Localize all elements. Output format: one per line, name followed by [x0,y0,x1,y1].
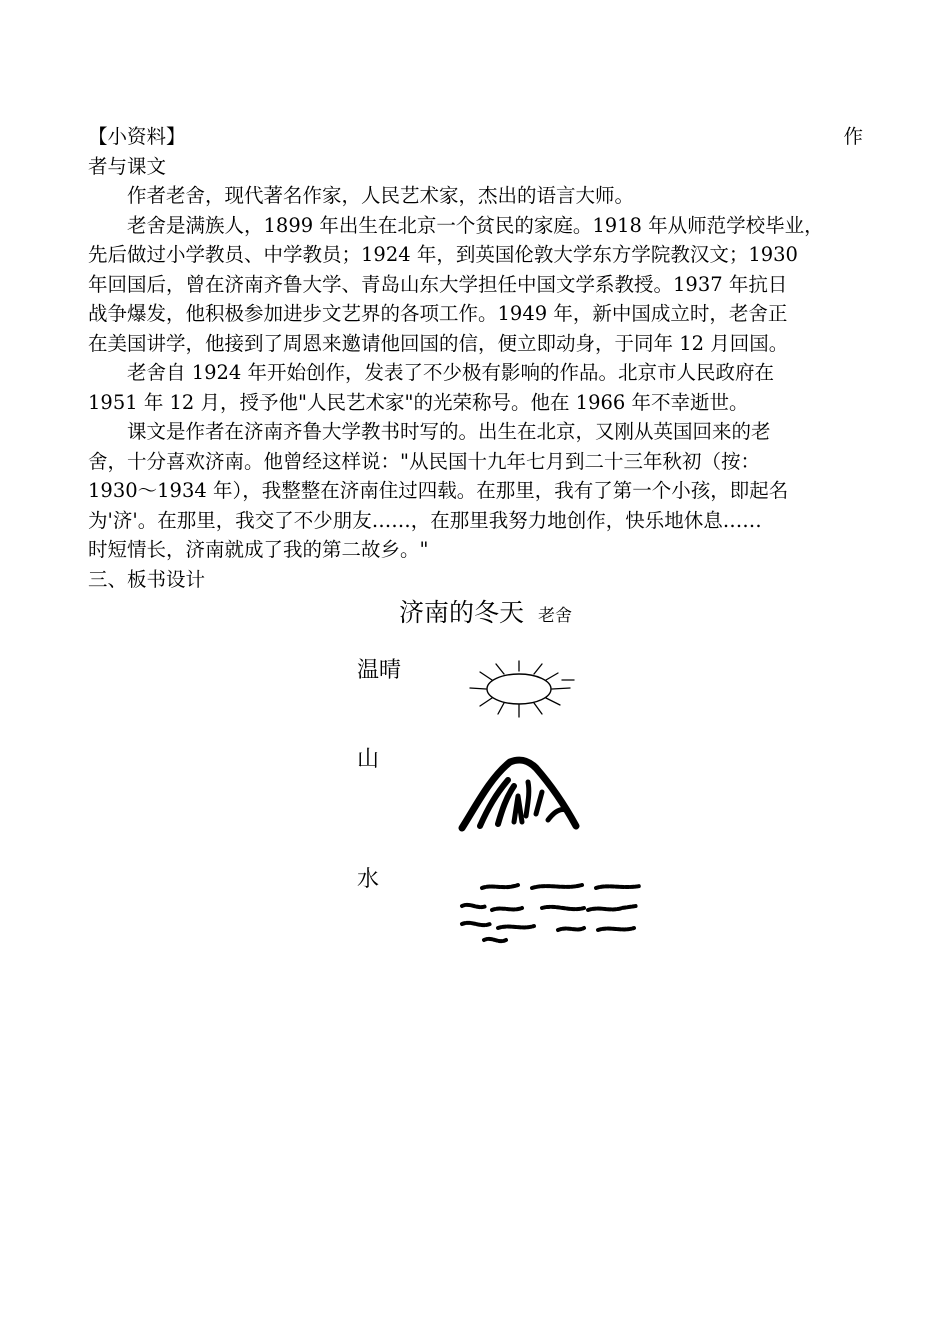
board-title-text: 济南的冬天 [399,598,525,627]
paragraph-line: 年回国后，曾在济南齐鲁大学、青岛山东大学担任中国文学系教授。1937 年抗日 [88,272,788,296]
paragraph-line: 老舍是满族人，1899 年出生在北京一个贫民的家庭。1918 年从师范学校毕业， [127,213,824,237]
board-label-water: 水 [357,867,380,892]
header-row [88,122,863,152]
paragraph-line: 在美国讲学，他接到了周恩来邀请他回国的信，便立即动身，于同年 12 月回国。 [88,331,789,355]
board-label-sunny: 温晴 [357,658,402,683]
paragraph-line: 先后做过小学教员、中学教员；1924 年，到英国伦敦大学东方学院教汉文；1930 [88,243,798,266]
board-label-mountain: 山 [357,747,380,772]
paragraph-line: 为'济'。在那里，我交了不少朋友……，在那里我努力地创作，快乐地休息…… [88,508,762,532]
mountain-icon [458,756,580,832]
section-heading: 三、板书设计 [88,567,206,591]
paragraph-line: 1951 年 12 月，授予他"人民艺术家"的光荣称号。他在 1966 年不幸逝世。 [88,390,749,414]
section-subtitle: 者与课文 [88,154,167,178]
sun-icon [462,658,580,720]
header-wrap-char: 作 [843,125,863,148]
paragraph-line: 战争爆发，他积极参加进步文艺界的各项工作。1949 年，新中国成立时，老舍正 [88,302,788,325]
paragraph-line: 1930～1934 年），我整整在济南住过四载。在那里，我有了第一个小孩，即起名 [88,479,789,502]
water-icon [458,880,646,950]
paragraph-line: 时短情长，济南就成了我的第二故乡。" [88,538,429,561]
paragraph-line: 作者老舍，现代著名作家，人民艺术家，杰出的语言大师。 [127,184,635,207]
paragraph-line: 课文是作者在济南齐鲁大学教书时写的。出生在北京，又刚从英国回来的老 [127,420,771,443]
board-author: 老舍 [538,606,573,626]
board-title [399,597,572,632]
paragraph-line: 舍，十分喜欢济南。他曾经这样说："从民国十九年七月到二十三年秋初（按： [88,449,760,473]
paragraph-line: 老舍自 1924 年开始创作，发表了不少极有影响的作品。北京市人民政府在 [127,361,775,384]
document-body [88,122,863,594]
section-label: 【小资料】 [88,125,186,148]
